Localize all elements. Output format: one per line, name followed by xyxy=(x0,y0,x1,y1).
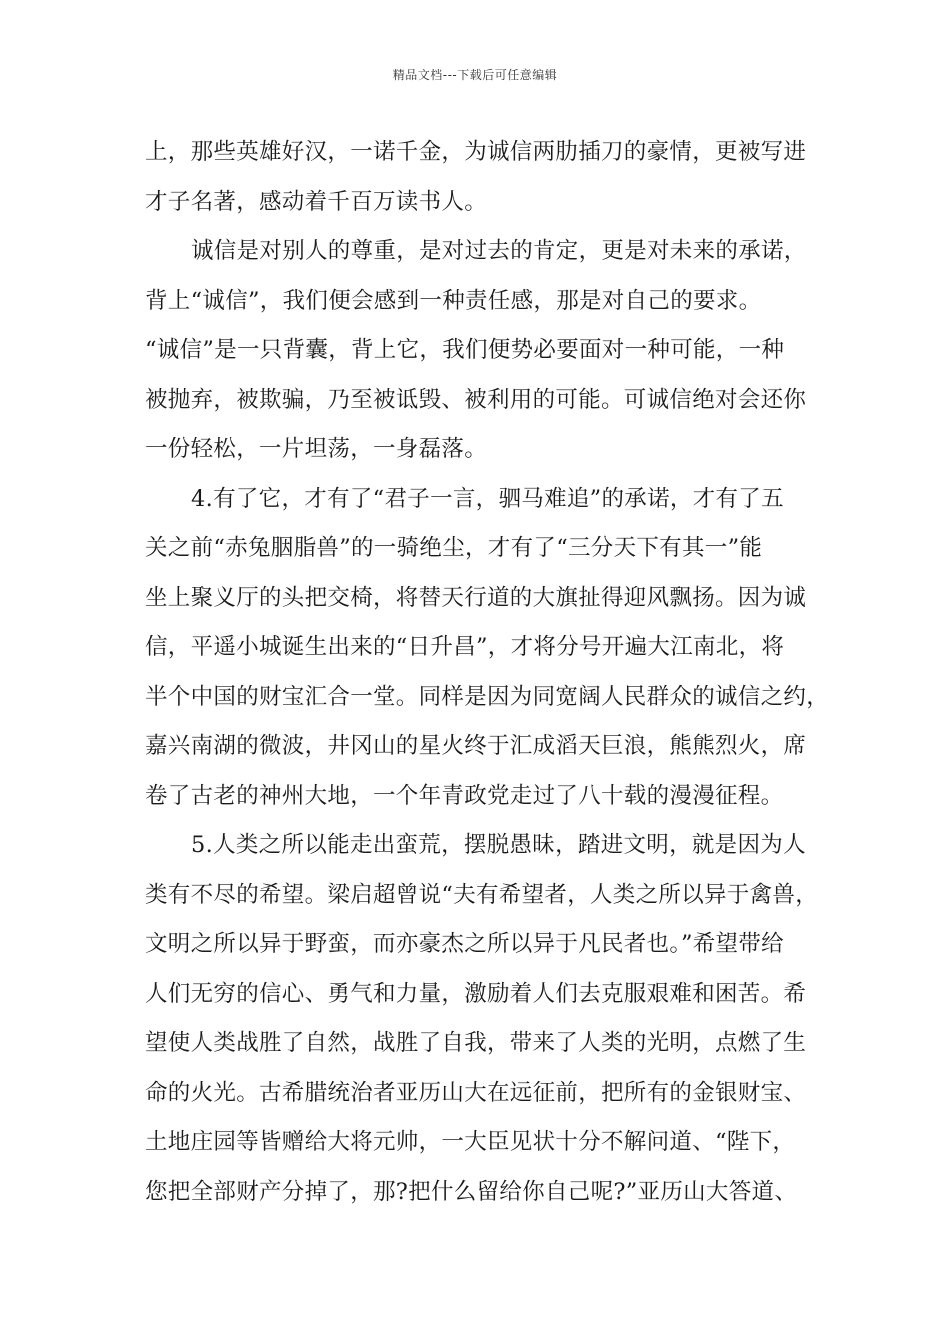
paragraph xyxy=(145,227,825,475)
text-line: 土地庄园等皆赠给大将元帅，一大臣见状十分不解问道、“陛下， xyxy=(145,1129,796,1155)
text-line: 5.人类之所以能走出蛮荒，摆脱愚昧，踏进文明，就是因为人 xyxy=(191,832,806,858)
text-line: 坐上聚义厅的头把交椅，将替天行道的大旗扯得迎风飘扬。因为诚 xyxy=(145,584,807,611)
text-line: 信，平遥小城诞生出来的“日升昌”，才将分号开遍大江南北，将 xyxy=(145,634,785,660)
paragraph xyxy=(145,475,830,822)
text-line: 望使人类战胜了自然，战胜了自我，带来了人类的光明，点燃了生 xyxy=(145,1030,807,1056)
text-line: 才子名著，感动着千百万读书人。 xyxy=(145,188,488,215)
text-line: 背上“诚信”，我们便会感到一种责任感，那是对自己的要求。 xyxy=(145,287,762,314)
text-line: “诚信”是一只背囊，背上它，我们便势必要面对一种可能，一种 xyxy=(145,337,785,363)
text-line: 半个中国的财宝汇合一堂。同样是因为同宽阔人民群众的诚信之约， xyxy=(145,683,830,710)
paragraph xyxy=(145,821,825,1217)
text-line: 关之前“赤兔胭脂兽”的一骑绝尘，才有了“三分天下有其一”能 xyxy=(145,535,763,561)
paragraph xyxy=(145,128,825,227)
text-line: 命的火光。古希腊统治者亚历山大在远征前，把所有的金银财宝、 xyxy=(145,1079,807,1106)
text-line: 诚信是对别人的尊重，是对过去的肯定，更是对未来的承诺， xyxy=(191,238,807,264)
document-body xyxy=(145,128,830,1217)
text-line: 文明之所以异于野蛮，而亦豪杰之所以异于凡民者也。”希望带给 xyxy=(145,931,784,957)
text-line: 嘉兴南湖的微波，井冈山的星火终于汇成滔天巨浪，熊熊烈火，席 xyxy=(145,733,807,759)
text-line: 4.有了它，才有了“君子一言，驷马难追”的承诺，才有了五 xyxy=(191,485,784,512)
page-header: 精品文档---下载后可任意编辑 xyxy=(392,68,558,82)
text-line: 被抛弃，被欺骗，乃至被诋毁、被利用的可能。可诚信绝对会还你 xyxy=(145,386,807,413)
text-line: 类有不尽的希望。梁启超曾说“夫有希望者，人类之所以异于禽兽， xyxy=(145,881,819,908)
text-line: 一份轻松，一片坦荡，一身磊落。 xyxy=(145,436,488,462)
text-line: 人们无穷的信心、勇气和力量，激励着人们去克服艰难和困苦。希 xyxy=(145,980,807,1007)
text-line: 卷了古老的神州大地，一个年青政党走过了八十载的漫漫征程。 xyxy=(145,782,784,809)
text-line: 您把全部财产分掉了，那?把什么留给你自己呢?”亚历山大答道、 xyxy=(145,1178,798,1205)
text-line: 上，那些英雄好汉，一诺千金，为诚信两肋插刀的豪情，更被写进 xyxy=(145,139,807,165)
